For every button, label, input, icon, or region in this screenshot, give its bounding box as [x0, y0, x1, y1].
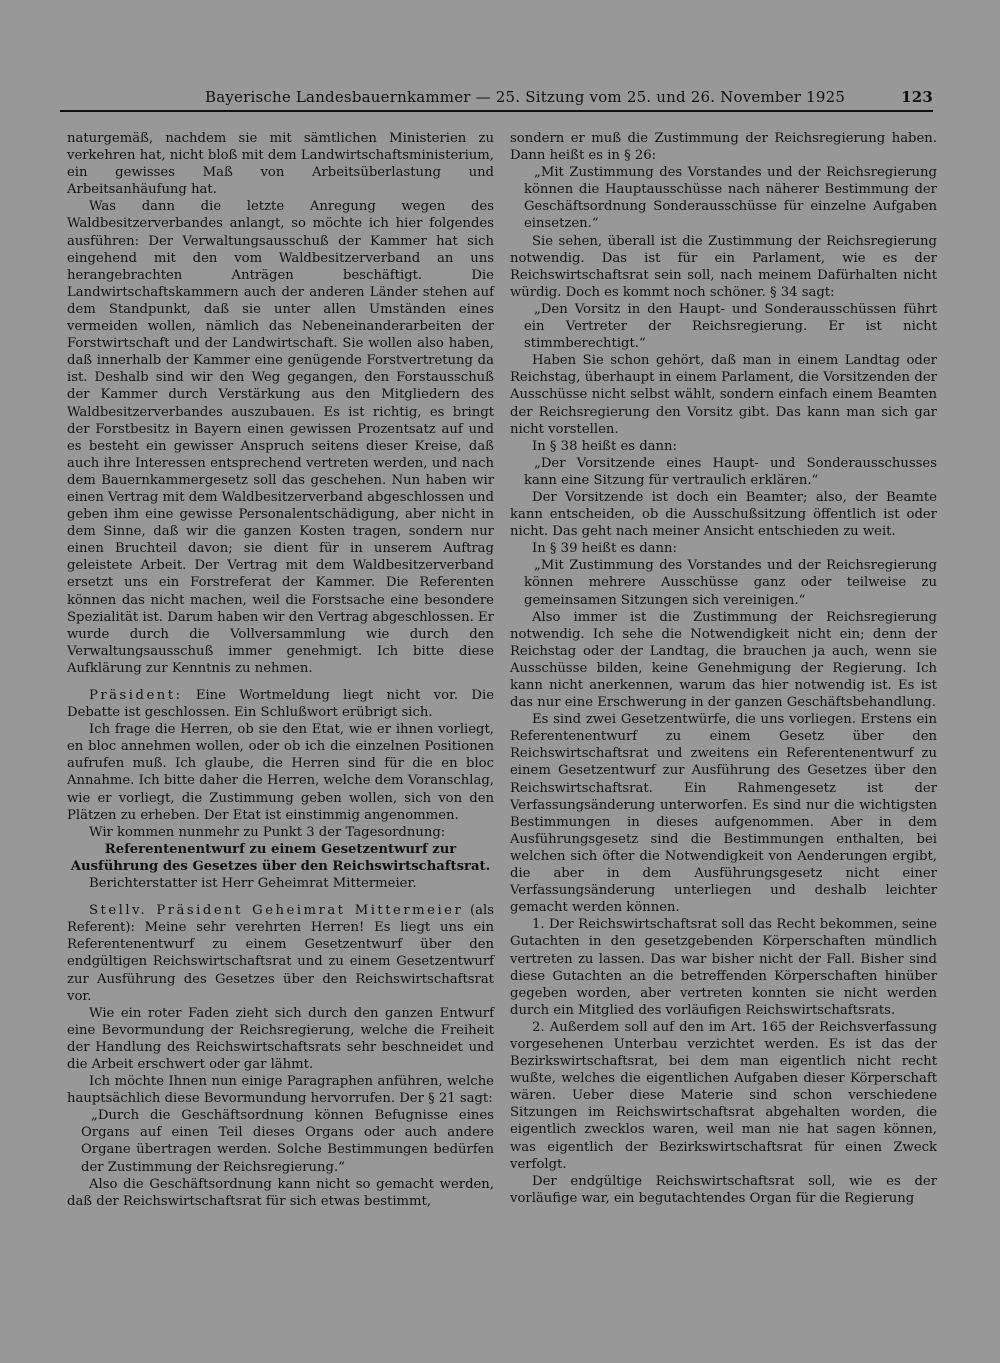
header-rule: [60, 110, 933, 112]
running-title: Bayerische Landesbauernkammer — 25. Sitzung vom 25. und 26. November 1925: [205, 88, 846, 106]
paragraph: naturgemäß, nachdem sie mit sämtlichen Ministerien zu verkehren hat, nicht bloß mit dem Landwirtschaftsministerium, ein gewisses Maß von Arbeitsüberlastung und Arbeitsanhäufung hat.: [67, 131, 494, 198]
paragraph: Berichterstatter ist Herr Geheimrat Mittermeier.: [89, 876, 417, 892]
speaker-label: Stellv. Präsident Geheimrat Mittermeier: [89, 903, 464, 919]
paragraph: Der endgültige Reichswirtschaftsrat soll, wie es der vorläufige war, ein begutachtendes Organ für die Regierung: [510, 1173, 937, 1206]
paragraph: Ich frage die Herren, ob sie den Etat, wie er ihnen vorliegt, en bloc annehmen wollen, oder ob ich die einzelnen Positionen aufrufen muß. Ich glaube, die Herren sind für die en bloc Annahme. Ich bitte daher die Herren, welche dem Voranschlag, wie er vorliegt, die Zustimmung geben wollen, sich von den Plätzen zu erheben. Der Etat ist einstimmig angenommen.: [67, 722, 494, 823]
speaker-label: Präsident:: [89, 688, 183, 703]
paragraph: Wir kommen nunmehr zu Punkt 3 der Tagesordnung:: [89, 824, 446, 840]
paragraph: sondern er muß die Zustimmung der Reichsregierung haben. Dann heißt es in § 26:: [510, 131, 937, 164]
paragraph: Was dann die letzte Anregung wegen des Waldbesitzerverbandes anlangt, so möchte ich hier folgendes ausführen: Der Verwaltungsausschuß der Kammer hat sich eingehend mit den vom Waldbesitzerverband an uns herangebrachten Anträgen beschäftigt. Die Landwirtschaftskammern auch der anderen Länder stehen auf dem Standpunkt, daß sie unter allen Umständen eines vermeiden wollen, nämlich das Nebeneinanderarbeiten der Forstwirtschaft und der Landwirtschaft. Sie wollen also haben, daß innerhalb der Kammer eine genügende Forstvertretung da ist. Deshalb sind wir den Weg gegangen, den Forstausschuß der Kammer durch Verstärkung aus den Mitgliedern des Waldbesitzerverbandes auszubauen. Es ist richtig, es bringt der Forstbesitz in Bayern einen gewissen Prozentsatz auf und es besteht ein gewisser Anspruch seitens dieser Kreise, daß auch ihre Interessen entsprechend vertreten werden, und nach dem Bauernkammergesetz soll das geschehen. Nun haben wir einen Vertrag mit dem Waldbesitzerverband abgeschlossen und geben ihm eine gewisse Personalentschädigung, aber nicht in dem Sinne, daß wir die ganzen Kosten tragen, sondern nur einen Bruchteil davon; sie dient für in unserem Auftrag geleistete Arbeit. Der Vertrag mit dem Waldbesitzerverband ersetzt uns ein Forstreferat der Kammer. Die Referenten können das nicht machen, weil die Forstsache eine besondere Spezialität ist. Darum haben wir den Vertrag abgeschlossen. Er wurde durch die Vollversammlung wie durch den Verwaltungsausschuß immer genehmigt. Ich bitte diese Aufklärung zur Kenntnis zu nehmen.: [67, 199, 494, 676]
paragraph: Also die Geschäftsordnung kann nicht so gemacht werden, daß der Reichswirtschaftsrat für sich etwas bestimmt,: [67, 1176, 494, 1209]
paragraph: Der Vorsitzende ist doch ein Beamter; also, der Beamte kann entscheiden, ob die Ausschußsitzung öffentlich ist oder nicht. Das geht nach meiner Ansicht entschieden zu weit.: [510, 489, 937, 540]
page-number: 123: [901, 88, 933, 106]
paragraph: Wie ein roter Faden zieht sich durch den ganzen Entwurf eine Bevormundung der Reichsregierung, welche die Freiheit der Handlung des Reichswirtschaftsrats sehr beschneidet und die Arbeit erschwert oder gar lähmt.: [67, 1005, 494, 1072]
paragraph: In § 38 heißt es dann:: [532, 438, 677, 454]
paragraph: 2. Außerdem soll auf den im Art. 165 der Reichsverfassung vorgesehenen Unterbau verzichtet werden. Es ist das der Bezirkswirtschaftsrat, bei dem man eigentlich nicht recht wußte, welches die eigentlichen Aufgaben dieser Körperschaft wären. Ueber diese Materie sind schon verschiedene Sitzungen im Reichswirtschaftsrat abgehalten worden, die eigentlich zwecklos waren, weil man nie hat sagen können, was eigentlich der Bezirkswirtschaftsrat für einen Zweck verfolgt.: [510, 1019, 937, 1172]
page-header: [205, 88, 933, 110]
paragraph: [67, 687, 494, 721]
paragraph: Haben Sie schon gehört, daß man in einem Landtag oder Reichstag, überhaupt in einem Parlament, die Vorsitzenden der Ausschüsse nicht selbst wählt, sondern einfach einem Beamten der Reichsregierung den Vorsitz gibt. Das kann man sich gar nicht vorstellen.: [510, 353, 937, 437]
right-column: [510, 130, 937, 1207]
paragraph: 1. Der Reichswirtschaftsrat soll das Recht bekommen, seine Gutachten in den gesetzgebenden Körperschaften mündlich vertreten zu lassen. Das war bisher nicht der Fall. Bisher sind diese Gutachten an die betreffenden Körperschaften hinüber gegeben worden, aber vertreten konnten sie nicht werden durch ein Mitglied des vorläufigen Reichswirtschaftsrats.: [510, 917, 937, 1018]
paragraph: Es sind zwei Gesetzentwürfe, die uns vorliegen. Erstens ein Referentenentwurf zu einem Gesetz über den Reichswirtschaftsrat und zweitens ein Referentenentwurf zu einem Gesetzentwurf zur Ausführung des Gesetzes über den Reichswirtschaftsrat. Ein Rahmengesetz ist der Verfassungsänderung unterworfen. Es sind nur die wichtigsten Bestimmungen in dieses aufgenommen. Aber in dem Ausführungsgesetz sind die Bestimmungen enthalten, bei welchen sich öfter die Notwendigkeit von Aenderungen ergibt, die aber in dem Ausführungsgesetz nicht einer Verfassungsänderung unterliegen und deshalb leichter gemacht werden können.: [510, 712, 937, 916]
agenda-heading: Referentenentwurf zu einem Gesetzentwurf zur Ausführung des Gesetzes über den Reichswirtschaftsrat.: [70, 841, 491, 874]
paragraph: Ich möchte Ihnen nun einige Paragraphen anführen, welche hauptsächlich diese Bevormundung hervorrufen. Der § 21 sagt:: [67, 1074, 494, 1107]
quotation: „Durch die Geschäftsordnung können Befugnisse eines Organs auf einen Teil dieses Organs oder auch andere Organe übertragen werden. Solche Bestimmungen bedürfen der Zustimmung der Reichsregierung.“: [81, 1108, 494, 1175]
speech-text: (als Referent): Meine sehr verehrten Herren! Es liegt uns ein Referentenentwurf zu einem Gesetzentwurf über den endgültigen Reichswirtschaftsrat und zu einem Gesetzentwurf zur Ausführung des Gesetzes über den Reichswirtschaftsrat vor.: [67, 903, 494, 1004]
quotation: „Mit Zustimmung des Vorstandes und der Reichsregierung können die Hauptausschüsse nach näherer Bestimmung der Geschäftsordnung Sonderausschüsse für einzelne Aufgaben einsetzen.“: [524, 165, 937, 232]
paragraph: [67, 902, 494, 1005]
speech-text: Eine Wortmeldung liegt nicht vor. Die Debatte ist geschlossen. Ein Schlußwort erübrigt sich.: [67, 688, 494, 721]
paragraph: Also immer ist die Zustimmung der Reichsregierung notwendig. Ich sehe die Notwendigkeit nicht ein; denn der Reichstag oder der Landtag, die brauchen ja auch, wenn sie Ausschüsse bilden, keine Genehmigung der Regierung. Ich kann nicht anerkennen, warum das hier notwendig ist. Es ist das nur eine Erschwerung in der ganzen Geschäftsbehandlung.: [510, 609, 937, 711]
quotation: „Der Vorsitzende eines Haupt- und Sonderausschusses kann eine Sitzung für vertraulich erklären.“: [524, 455, 937, 488]
quotation: „Den Vorsitz in den Haupt- und Sonderausschüssen führt ein Vertreter der Reichsregierung. Er ist nicht stimmberechtigt.“: [524, 301, 937, 352]
left-column: [67, 130, 494, 1210]
quotation: „Mit Zustimmung des Vorstandes und der Reichsregierung können mehrere Ausschüsse ganz oder teilweise zu gemeinsamen Sitzungen sich vereinigen.“: [524, 558, 937, 608]
paragraph: Sie sehen, überall ist die Zustimmung der Reichsregierung notwendig. Das ist für ein Parlament, wie es der Reichswirtschaftsrat sein soll, nach meinem Dafürhalten nicht würdig. Doch es kommt noch schöner. § 34 sagt:: [510, 233, 937, 300]
paragraph: In § 39 heißt es dann:: [532, 541, 677, 557]
